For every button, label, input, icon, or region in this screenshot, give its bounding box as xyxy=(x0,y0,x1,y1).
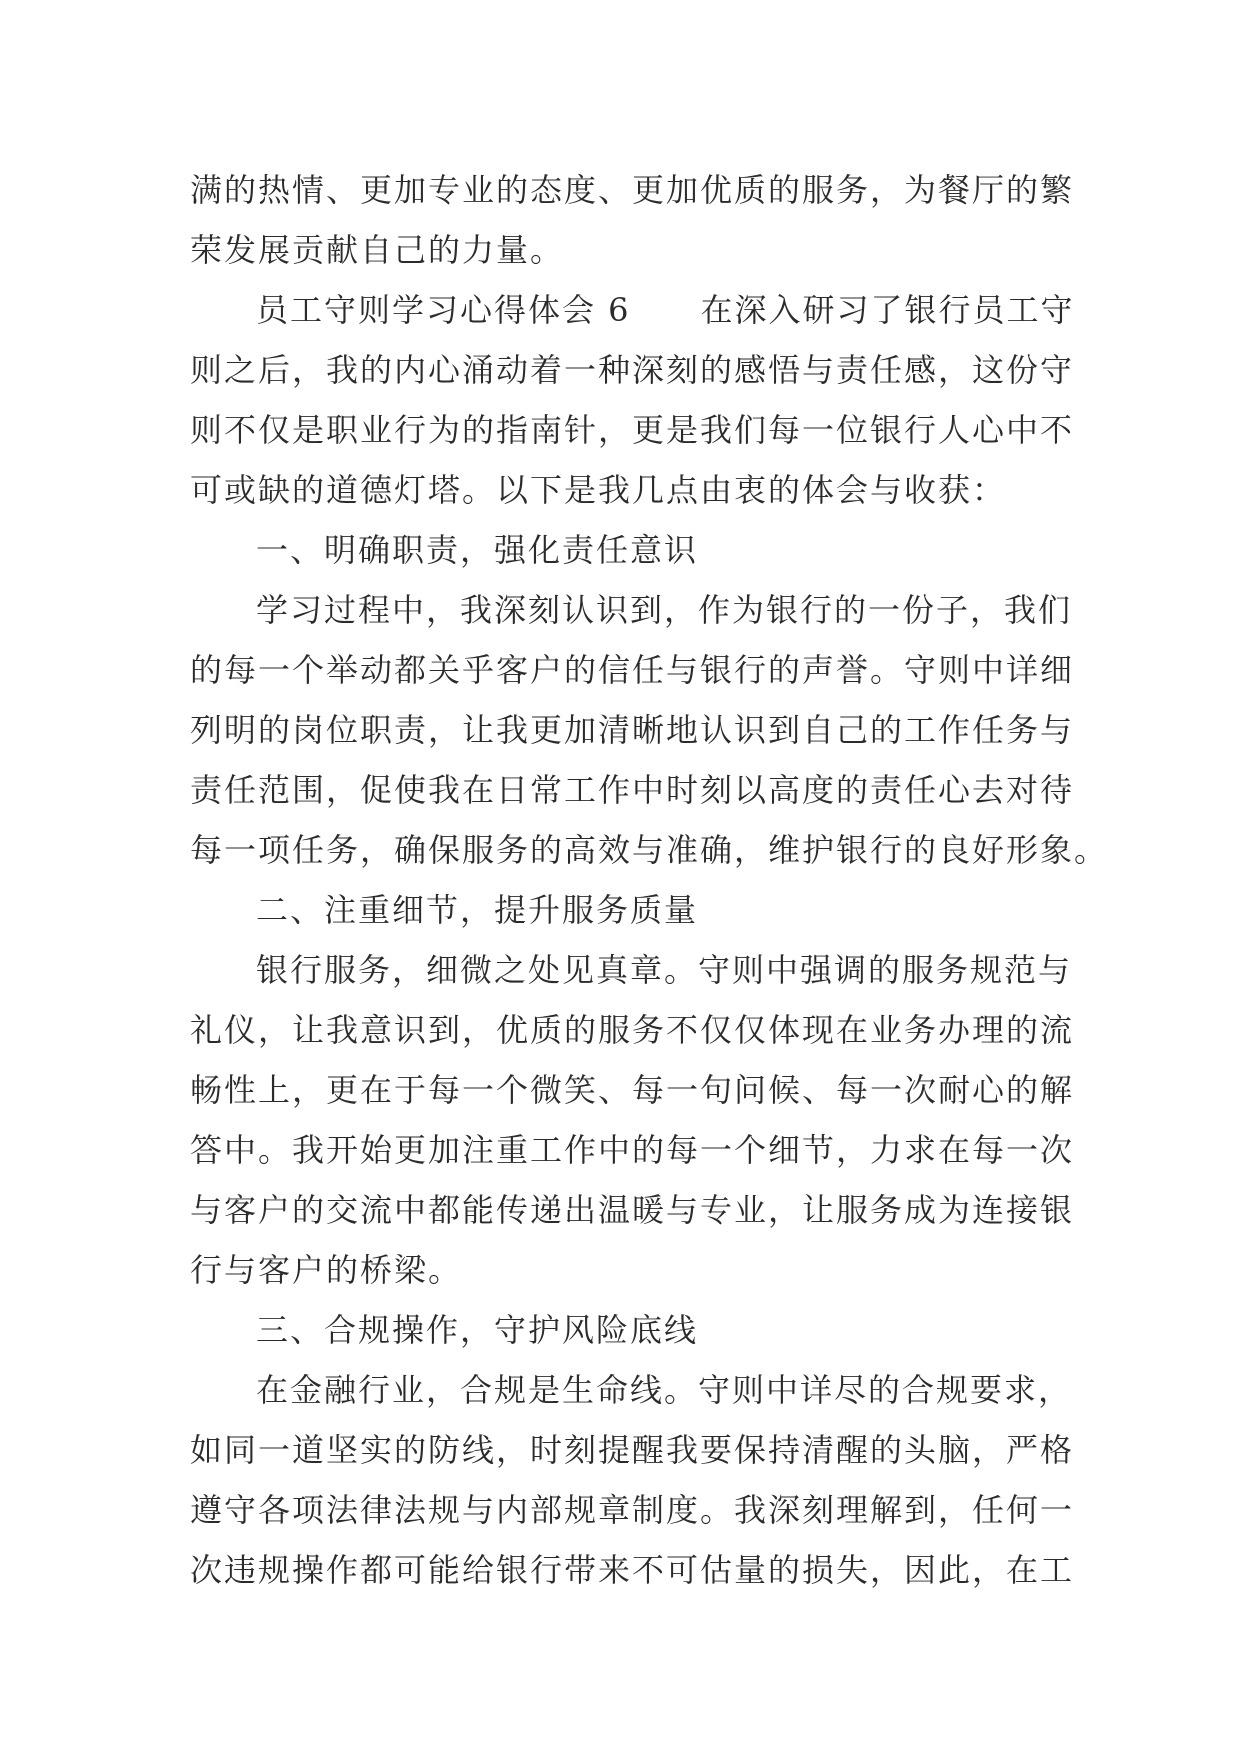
text-line: 满的热情、更加专业的态度、更加优质的服务，为餐厅的繁 xyxy=(190,171,1075,209)
text-line: 可或缺的道德灯塔。以下是我几点由衷的体会与收获： xyxy=(190,471,1007,509)
text-line: 与客户的交流中都能传递出温暖与专业，让服务成为连接银 xyxy=(190,1191,1075,1229)
text-line: 责任范围，促使我在日常工作中时刻以高度的责任心去对待 xyxy=(190,771,1075,809)
text-line: 在深入研习了银行员工守 xyxy=(700,291,1075,329)
text-line: 次违规操作都可能给银行带来不可估量的损失，因此，在工 xyxy=(190,1551,1075,1589)
section-heading-1: 一、明确职责，强化责任意识 xyxy=(256,531,699,569)
section-heading-2: 二、注重细节，提升服务质量 xyxy=(256,891,699,929)
document-body xyxy=(190,160,1109,1600)
text-line: 列明的岗位职责，让我更加清晰地认识到自己的工作任务与 xyxy=(190,711,1075,749)
text-line: 答中。我开始更加注重工作中的每一个细节，力求在每一次 xyxy=(190,1131,1075,1169)
text-line: 则之后，我的内心涌动着一种深刻的感悟与责任感，这份守 xyxy=(190,351,1075,389)
text-line: 银行服务，细微之处见真章。守则中强调的服务规范与 xyxy=(256,951,1073,989)
text-line: 遵守各项法律法规与内部规章制度。我深刻理解到，任何一 xyxy=(190,1491,1075,1529)
text-line: 畅性上，更在于每一个微笑、每一句问候、每一次耐心的解 xyxy=(190,1071,1075,1109)
section-heading-line xyxy=(190,280,1075,340)
text-line: 的每一个举动都关乎客户的信任与银行的声誉。守则中详细 xyxy=(190,651,1075,689)
text-line: 行与客户的桥梁。 xyxy=(190,1251,463,1289)
text-line: 则不仅是职业行为的指南针，更是我们每一位银行人心中不 xyxy=(190,411,1075,449)
text-line: 每一项任务，确保服务的高效与准确，维护银行的良好形象。 xyxy=(190,831,1109,869)
text-line: 荣发展贡献自己的力量。 xyxy=(190,231,565,269)
essay-title: 员工守则学习心得体会 6 xyxy=(256,291,631,329)
text-line: 学习过程中，我深刻认识到，作为银行的一份子，我们 xyxy=(256,591,1073,629)
section-heading-3: 三、合规操作，守护风险底线 xyxy=(256,1311,699,1349)
text-line: 在金融行业，合规是生命线。守则中详尽的合规要求， xyxy=(256,1371,1073,1409)
text-line: 如同一道坚实的防线，时刻提醒我要保持清醒的头脑，严格 xyxy=(190,1431,1075,1469)
text-line: 礼仪，让我意识到，优质的服务不仅仅体现在业务办理的流 xyxy=(190,1011,1075,1049)
